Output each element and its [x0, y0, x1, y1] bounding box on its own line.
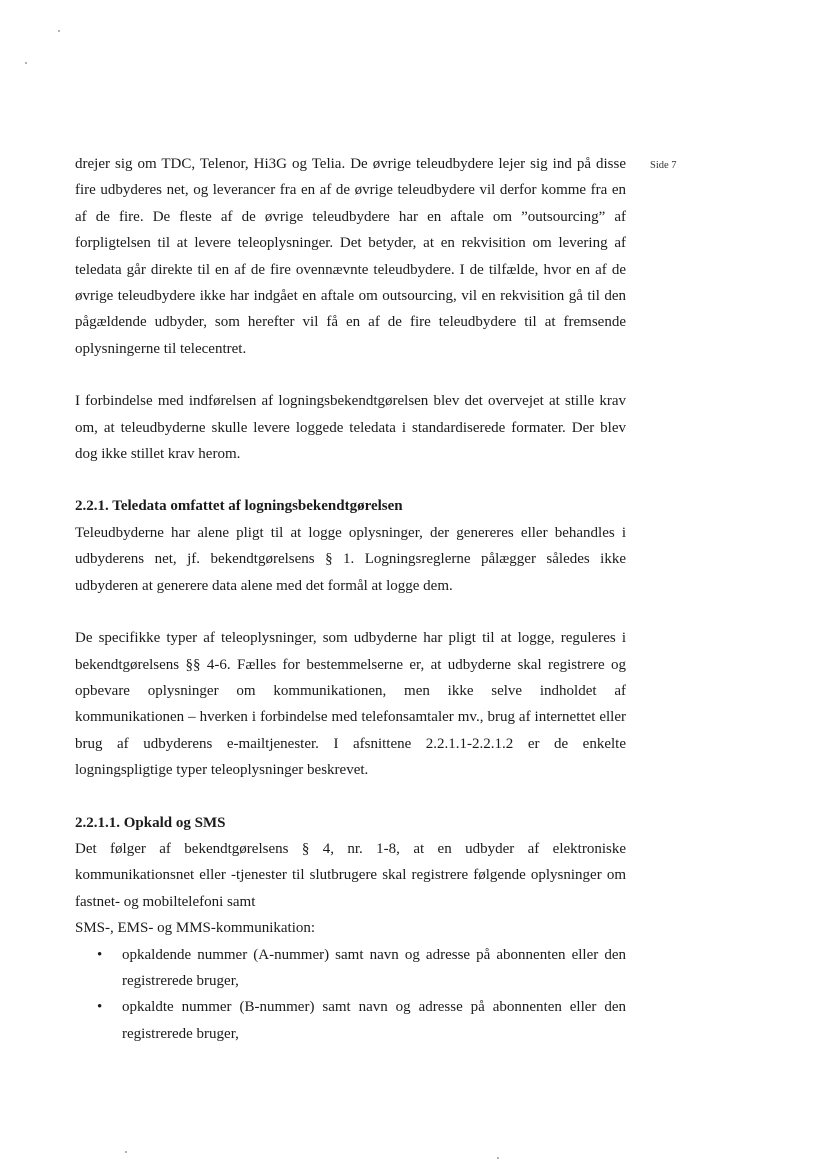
paragraph: Det følger af bekendtgørelsens § 4, nr. 1-8, at en udbyder af elektroniske kommunikationsnet eller -tjenester til slutbrugere skal registrere følgende oplysninger om fastnet- og mobiltelefoni samt: [75, 840, 626, 910]
page-number: Side 7: [650, 160, 677, 171]
bullet-icon: •: [97, 999, 103, 1016]
list-item-text: opkaldende nummer (A-nummer) samt navn og adresse på abonnenten eller den registrerede bruger,: [122, 946, 626, 989]
scan-speck: [25, 62, 27, 64]
scan-speck: [58, 30, 60, 32]
paragraph: SMS-, EMS- og MMS-kommunikation:: [75, 920, 316, 937]
list-item-text: opkaldte nummer (B-nummer) samt navn og adresse på abonnenten eller den registrerede bruger,: [122, 999, 626, 1042]
bullet-list: [75, 942, 626, 1048]
document-body: [75, 151, 626, 1047]
bullet-icon: •: [97, 946, 103, 963]
scan-speck: [497, 1157, 499, 1159]
paragraph: drejer sig om TDC, Telenor, Hi3G og Telia. De øvrige teleudbydere lejer sig ind på disse fire udbyderes net, og leverancer fra en af de øvrige teleudbydere vil derfor komme fra en af de fire. De fleste af de øvrige teleudbydere har en aftale om ”outsourcing” af forpligtelsen til at levere teleoplysninger. Det betyder, at en rekvisition om levering af teledata går direkte til en af de fire ovennævnte teleudbydere. I de tilfælde, hvor en af de øvrige teleudbydere ikke har indgået en aftale om outsourcing, vil en rekvisition gå til den pågældende udbyder, som herefter vil få en af de fire teleudbydere til at fremsende oplysningerne til telecentret.: [75, 156, 626, 357]
paragraph: I forbindelse med indførelsen af logningsbekendtgørelsen blev det overvejet at stille krav om, at teleudbyderne skulle levere loggede teledata i standardiserede formater. Der blev dog ikke stillet krav herom.: [75, 393, 626, 463]
paragraph: De specifikke typer af teleoplysninger, som udbyderne har pligt til at logge, reguleres i bekendtgørelsens §§ 4-6. Fælles for bestemmelserne er, at udbyderne skal registrere og opbevare oplysninger om kommunikationen, men ikke selve indholdet af kommunikationen – hverken i forbindelse med telefonsamtaler mv., brug af internettet eller brug af udbyderens e-mailtjenester. I afsnittene 2.2.1.1-2.2.1.2 er de enkelte logningspligtige typer teleoplysninger beskrevet.: [75, 630, 626, 779]
list-item: [75, 994, 626, 1047]
paragraph: Teleudbyderne har alene pligt til at logge oplysninger, der genereres eller behandles i udbyderens net, jf. bekendtgørelsens § 1. Logningsreglerne pålægger således ikke udbyderen at generere data alene med det formål at logge dem.: [75, 524, 626, 594]
section-heading: 2.2.1. Teledata omfattet af logningsbekendtgørelsen: [75, 498, 403, 515]
scan-speck: [125, 1151, 127, 1153]
list-item: [75, 942, 626, 995]
section-heading: 2.2.1.1. Opkald og SMS: [75, 814, 226, 831]
